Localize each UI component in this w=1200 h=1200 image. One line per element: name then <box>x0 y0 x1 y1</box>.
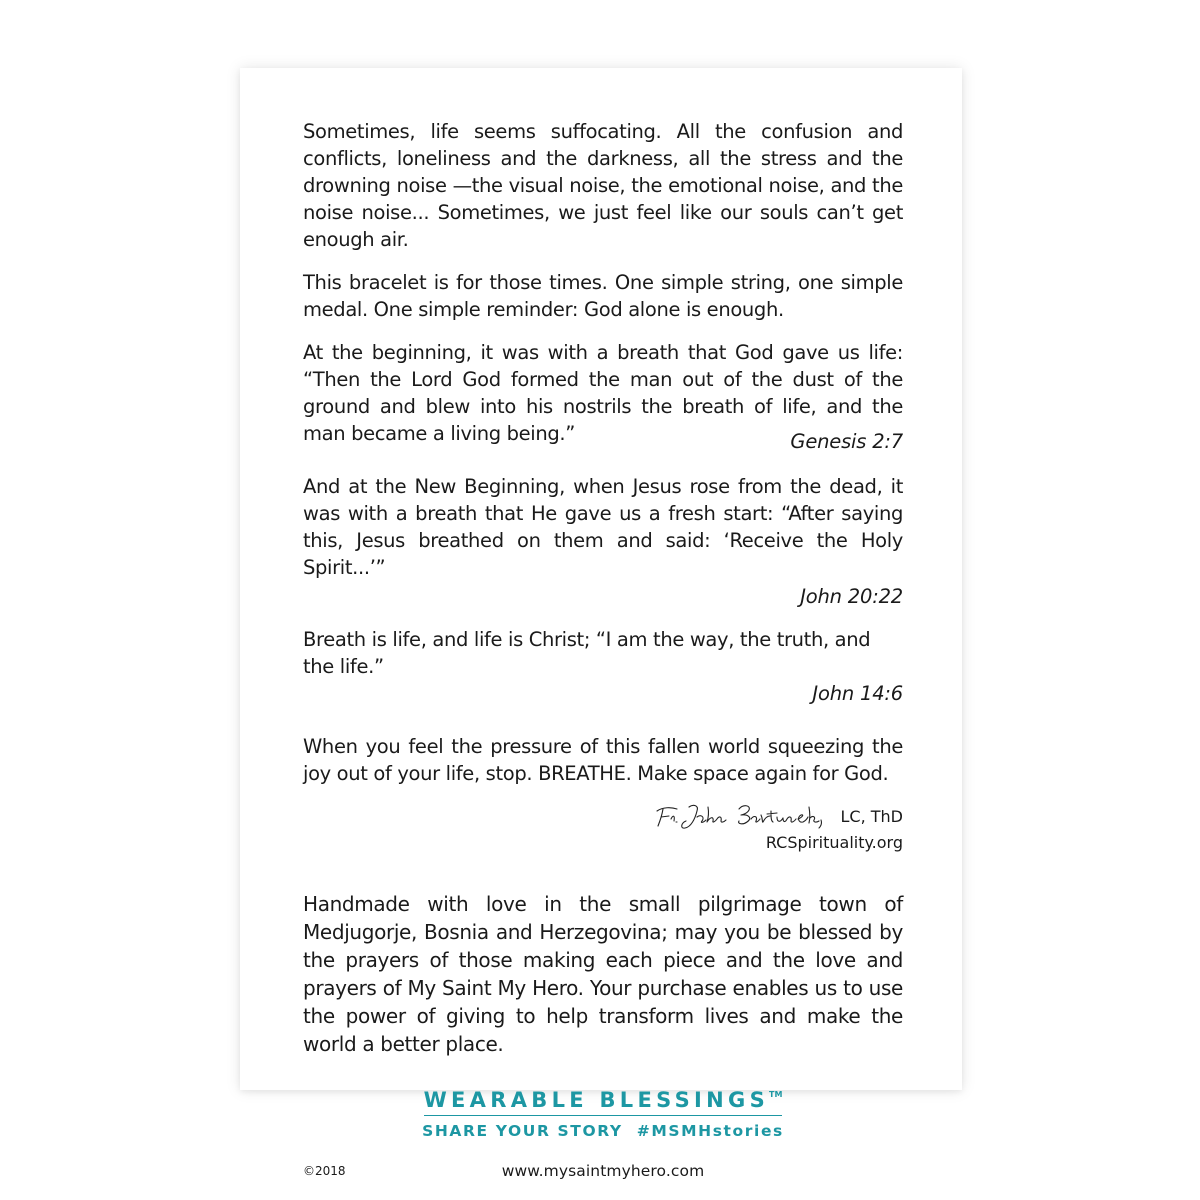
paragraph-way-truth-life: Breath is life, and life is Christ; “I am the way, the truth, and the life.” <box>303 628 871 678</box>
brand-title <box>424 1088 783 1116</box>
brand-name: WEARABLE BLESSINGS <box>423 1088 769 1112</box>
brand-tagline: SHARE YOUR STORY #MSMHstories <box>422 1122 784 1140</box>
signature-credentials: LC, ThD <box>840 806 903 826</box>
paragraph-breathe: When you feel the pressure of this fallen world squeezing the joy out of your life, stop. BREATHE. Make space again for God. <box>303 735 903 785</box>
paragraph-handmade: Handmade with love in the small pilgrimage town of Medjugorje, Bosnia and Herzegovina; may you be blessed by the prayers of those making each piece and the love and prayers of My Saint My Hero. Your purchase enables us to use the power of giving to help transform lives and make the world a better place. <box>303 892 903 1056</box>
copyright-notice: ©2018 <box>303 1164 346 1178</box>
reference-john-14: John 14:6 <box>812 682 903 705</box>
brand-block <box>303 1088 903 1140</box>
signature-website: RCSpirituality.org <box>765 833 903 852</box>
paragraph-john: And at the New Beginning, when Jesus rose from the dead, it was with a breath that He gave us a fresh start: “After saying this, Jesus breathed on them and said: ‘Receive the Holy Spirit...’” <box>303 475 903 579</box>
reference-genesis: Genesis 2:7 <box>790 430 903 453</box>
card-footer <box>303 1162 903 1182</box>
card-content <box>303 118 903 1182</box>
handwritten-signature <box>653 801 833 831</box>
signature-line <box>303 801 903 831</box>
trademark-mark: TM <box>769 1090 783 1099</box>
footer-website: www.mysaintmyhero.com <box>501 1162 705 1180</box>
paragraph-intro: Sometimes, life seems suffocating. All the confusion and conflicts, loneliness and the darkness, all the stress and the drowning noise —the visual noise, the emotional noise, and the noise noise... Sometimes, we just feel like our souls can’t get enough air. <box>303 120 903 251</box>
reference-john-20: John 20:22 <box>800 585 903 608</box>
genesis-block <box>303 339 903 453</box>
paragraph-genesis: At the beginning, it was with a breath that God gave us life: “Then the Lord God formed the man out of the dust of the ground and blew into his nostrils the breath of life, and the man became a living being.” <box>303 341 903 445</box>
signature-block <box>303 801 903 854</box>
printed-card <box>240 68 962 1180</box>
paragraph-bracelet: This bracelet is for those times. One simple string, one simple medal. One simple reminder: God alone is enough. <box>303 271 903 321</box>
